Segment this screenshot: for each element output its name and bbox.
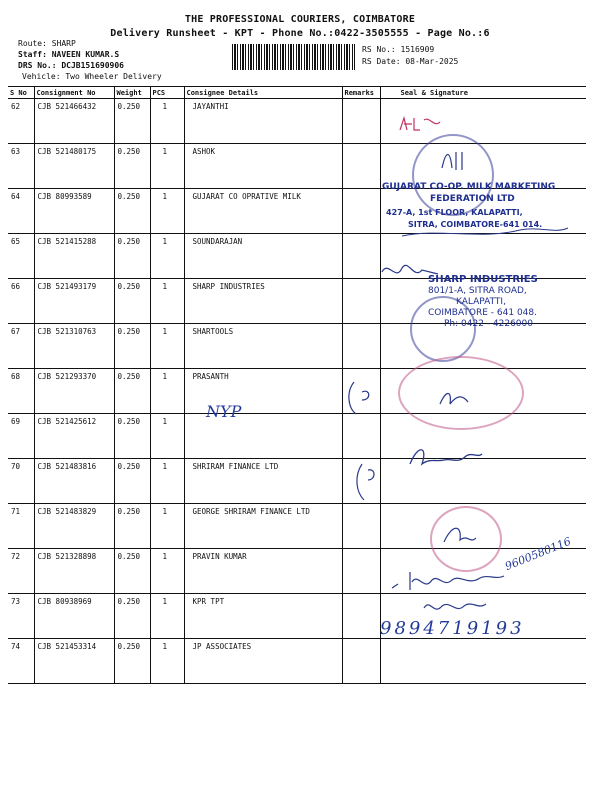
cell-weight: 0.250 [114,549,150,594]
handwritten-phone-row73: 9600580116 [503,534,573,573]
cell-sno: 69 [8,414,34,459]
cell-consignee: GEORGE SHRIRAM FINANCE LTD [184,504,342,549]
gujarat-stamp-line2: FEDERATION LTD [430,194,515,204]
cell-remarks [342,279,380,324]
signature-row63 [436,148,476,174]
cell-sno: 64 [8,189,34,234]
cell-weight: 0.250 [114,234,150,279]
cell-remarks [342,324,380,369]
cell-consignee: PRAVIN KUMAR [184,549,342,594]
cell-weight: 0.250 [114,414,150,459]
cell-consignee: GUJARAT CO OPRATIVE MILK [184,189,342,234]
header-sno: S No [8,87,34,99]
cell-pcs: 1 [150,324,184,369]
cell-consignee: JAYANTHI [184,99,342,144]
cell-pcs: 1 [150,279,184,324]
cell-consignee: KPR TPT [184,594,342,639]
remark-mark-row69 [344,378,380,418]
header-pcs: PCS [150,87,184,99]
cell-consignment: CJB 521493179 [34,279,114,324]
cell-remarks [342,594,380,639]
staff-label: Staff: NAVEEN KUMAR.S [18,50,120,59]
cell-sno: 66 [8,279,34,324]
vehicle-label: Vehicle: Two Wheeler Delivery [22,72,162,81]
remark-mark-row70 [352,462,382,502]
cell-consignment: CJB 521328898 [34,549,114,594]
cell-pcs: 1 [150,414,184,459]
sharp-stamp-line4: COIMBATORE - 641 048. [428,308,537,318]
cell-seal [380,639,586,684]
cell-sno: 63 [8,144,34,189]
cell-pcs: 1 [150,594,184,639]
company-title: THE PROFESSIONAL COURIERS, COIMBATORE [184,14,416,25]
cell-consignment: CJB 80993589 [34,189,114,234]
cell-sno: 70 [8,459,34,504]
cell-consignee: PRASANTH [184,369,342,414]
gujarat-stamp-line3: 427-A, 1st FLOOR, KALAPATTI, [386,208,523,217]
cell-consignment: CJB 521480175 [34,144,114,189]
cell-remarks [342,144,380,189]
cell-sno: 62 [8,99,34,144]
cell-weight: 0.250 [114,594,150,639]
cell-remarks [342,639,380,684]
cell-pcs: 1 [150,99,184,144]
cell-weight: 0.250 [114,369,150,414]
cell-weight: 0.250 [114,99,150,144]
signature-row66 [378,258,448,286]
cell-consignment: CJB 521310763 [34,324,114,369]
cell-consignee: SHARP INDUSTRIES [184,279,342,324]
signature-row62 [396,112,446,136]
cell-remarks [342,549,380,594]
cell-pcs: 1 [150,459,184,504]
cell-consignment: CJB 521483829 [34,504,114,549]
cell-sno: 65 [8,234,34,279]
cell-consignment: CJB 521293370 [34,369,114,414]
handwritten-name-row69: NYP [206,402,242,421]
cell-consignment: CJB 521415288 [34,234,114,279]
table-row [8,639,586,684]
table-row [8,459,586,504]
table-row [8,324,586,369]
signature-row72 [440,520,480,550]
cell-pcs: 1 [150,504,184,549]
cell-consignment: CJB 521466432 [34,99,114,144]
header-consignment: Consignment No [34,87,114,99]
cell-pcs: 1 [150,144,184,189]
header-remarks: Remarks [342,87,380,99]
cell-weight: 0.250 [114,639,150,684]
cell-sno: 67 [8,324,34,369]
signature-row73 [388,566,508,596]
cell-remarks [342,504,380,549]
signature-row70 [404,440,484,474]
cell-pcs: 1 [150,639,184,684]
cell-consignee: SOUNDARAJAN [184,234,342,279]
cell-weight: 0.250 [114,324,150,369]
rs-date: RS Date: 08-Mar-2025 [362,57,459,66]
gujarat-stamp-line4: SITRA, COIMBATORE-641 014. [408,220,543,229]
cell-weight: 0.250 [114,189,150,234]
gujarat-stamp-line1: GUJARAT CO-OP. MILK MARKETING [382,182,556,192]
header-consignee: Consignee Details [184,87,342,99]
cell-consignment: CJB 80938969 [34,594,114,639]
cell-sno: 72 [8,549,34,594]
cell-pcs: 1 [150,549,184,594]
rs-number: RS No.: 1516909 [362,45,435,54]
table-row [8,99,586,144]
runsheet-subtitle: Delivery Runsheet - KPT - Phone No.:0422-3505555 - Page No.:6 [110,28,490,39]
cell-pcs: 1 [150,369,184,414]
cell-consignment: CJB 521453314 [34,639,114,684]
cell-weight: 0.250 [114,144,150,189]
cell-remarks [342,189,380,234]
table-header-row [8,87,586,99]
cell-consignee: SHARTOOLS [184,324,342,369]
sharp-stamp-line5: Ph: 0422 - 4226000 [444,319,533,329]
sharp-stamp-line2: 801/1-A, SITRA ROAD, [428,286,527,296]
cell-weight: 0.250 [114,459,150,504]
cell-consignment: CJB 521425612 [34,414,114,459]
cell-remarks [342,414,380,459]
signature-row69 [436,386,476,410]
cell-consignee: ASHOK [184,144,342,189]
cell-sno: 71 [8,504,34,549]
drs-label: DRS No.: DCJB151690906 [18,61,124,70]
sharp-stamp-line1: SHARP INDUSTRIES [428,274,538,285]
cell-sno: 73 [8,594,34,639]
cell-pcs: 1 [150,234,184,279]
signature-row65 [400,222,570,244]
cell-weight: 0.250 [114,279,150,324]
cell-weight: 0.250 [114,504,150,549]
cell-consignee: SHRIRAM FINANCE LTD [184,459,342,504]
sharp-stamp-line3: KALAPATTI, [456,297,506,307]
cell-remarks [342,234,380,279]
signature-row74 [420,596,490,618]
handwritten-phone-row74: 9894719193 [380,618,525,639]
cell-remarks [342,99,380,144]
barcode [232,44,355,70]
cell-sno: 68 [8,369,34,414]
cell-sno: 74 [8,639,34,684]
cell-consignee: JP ASSOCIATES [184,639,342,684]
header-seal: Seal & Signature [380,87,586,99]
cell-consignment: CJB 521483816 [34,459,114,504]
header-weight: Weight [114,87,150,99]
cell-pcs: 1 [150,189,184,234]
route-label: Route: SHARP [18,39,76,48]
